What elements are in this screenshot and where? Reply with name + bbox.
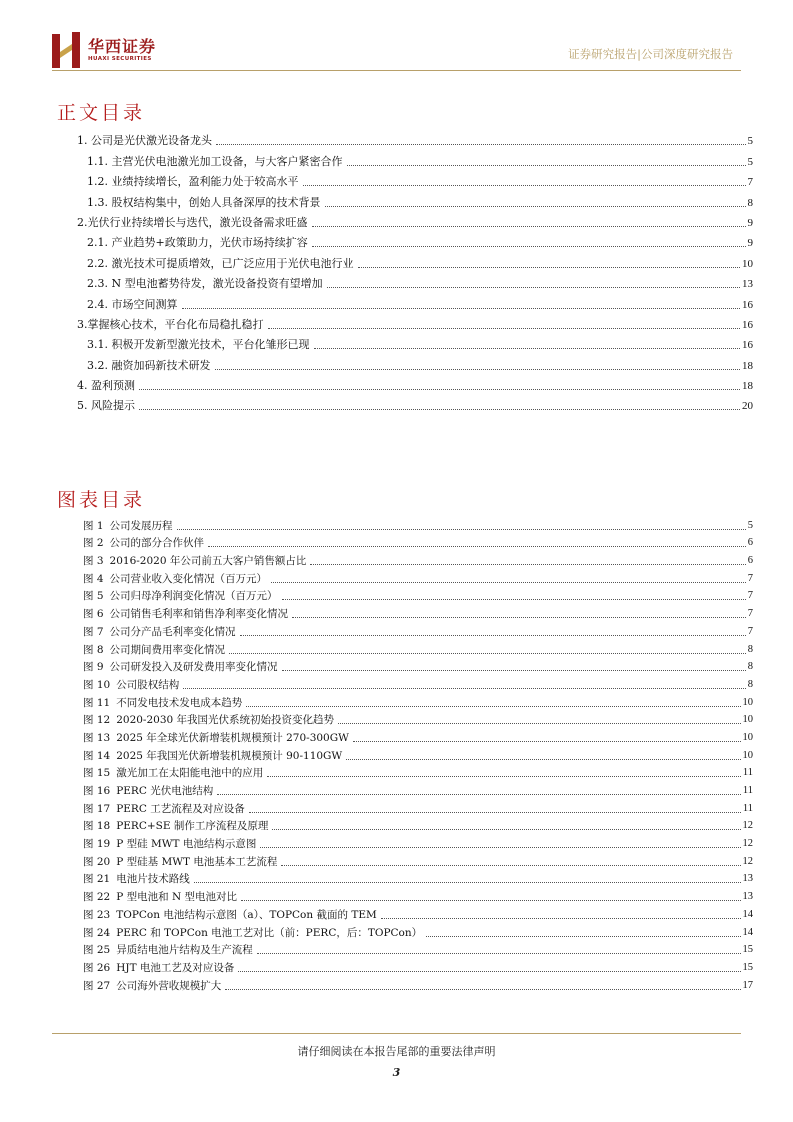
brand-name-cn: 华西证券 — [88, 37, 157, 56]
toc-entry[interactable] — [77, 692, 753, 710]
dot-leader — [312, 246, 746, 247]
toc-entry-label: 激光加工在太阳能电池中的应用 — [116, 767, 264, 780]
main-contents-list — [77, 128, 753, 413]
toc-entry-page: 12 — [742, 855, 753, 867]
toc-entry[interactable] — [77, 533, 753, 551]
toc-entry-page: 7 — [747, 176, 753, 189]
toc-entry-label: 公司归母净利润变化情况（百万元） — [109, 590, 278, 603]
figure-number: 图 9 — [83, 661, 104, 674]
toc-entry-label: 1. 公司是光伏激光设备龙头 — [77, 134, 212, 148]
figure-number: 图 5 — [83, 590, 104, 603]
toc-entry-label: P 型硅基 MWT 电池基本工艺流程 — [116, 855, 278, 868]
toc-entry[interactable] — [77, 586, 753, 604]
toc-entry-page: 16 — [742, 298, 753, 311]
toc-main-title: 正文目录 — [57, 102, 146, 124]
toc-entry-label: 公司期间费用率变化情况 — [109, 643, 226, 656]
toc-entry-page: 10 — [742, 714, 753, 726]
toc-entry-page: 18 — [742, 380, 753, 393]
toc-entry-page: 16 — [742, 339, 753, 352]
dot-leader — [182, 308, 741, 309]
toc-entry-label: 2.1. 产业趋势+政策助力，光伏市场持续扩容 — [87, 236, 308, 250]
toc-entry-page: 10 — [742, 731, 753, 743]
toc-entry-label: 2.光伏行业持续增长与迭代，激光设备需求旺盛 — [77, 215, 308, 229]
figure-number: 图 26 — [83, 961, 111, 974]
toc-entry[interactable] — [77, 568, 753, 586]
toc-entry-label: 公司研发投入及研发费用率变化情况 — [109, 661, 278, 674]
toc-entry-page: 11 — [742, 802, 753, 814]
toc-entry-page: 20 — [742, 400, 753, 413]
figure-number: 图 7 — [83, 625, 104, 638]
figure-number: 图 25 — [83, 944, 111, 957]
toc-entry[interactable] — [77, 373, 753, 393]
toc-entry-page: 13 — [742, 873, 753, 885]
toc-entry[interactable] — [77, 763, 753, 781]
toc-entry[interactable] — [77, 816, 753, 834]
toc-entry[interactable] — [77, 657, 753, 675]
dot-leader — [257, 953, 741, 954]
toc-entry-label: 1.3. 股权结构集中，创始人具备深厚的技术背景 — [87, 195, 321, 209]
dot-leader — [292, 617, 746, 618]
toc-entry-page: 14 — [742, 908, 753, 920]
toc-entry-label: 公司股权结构 — [116, 678, 180, 691]
figure-number: 图 1 — [83, 519, 104, 532]
toc-entry-label: 2.3. N 型电池蓄势待发，激光设备投资有望增加 — [87, 277, 323, 291]
toc-entry-label: P 型硅 MWT 电池结构示意图 — [116, 838, 257, 851]
toc-figures-title: 图表目录 — [57, 489, 146, 511]
dot-leader — [194, 882, 741, 883]
toc-entry-page: 5 — [747, 519, 753, 531]
figure-number: 图 14 — [83, 749, 111, 762]
toc-entry[interactable] — [77, 710, 753, 728]
toc-entry-label: 3.1. 积极开发新型激光技术，平台化雏形已现 — [87, 338, 310, 352]
dot-leader — [267, 776, 741, 777]
page-header — [0, 0, 793, 72]
toc-entry[interactable] — [77, 922, 753, 940]
toc-entry[interactable] — [77, 639, 753, 657]
dot-leader — [215, 369, 741, 370]
toc-entry-label: 1.2. 业绩持续增长，盈利能力处于较高水平 — [87, 175, 299, 189]
dot-leader — [229, 653, 746, 654]
page-number: 3 — [392, 1066, 401, 1079]
toc-entry-page: 8 — [747, 661, 753, 673]
toc-entry-page: 11 — [742, 767, 753, 779]
toc-entry-page: 5 — [747, 155, 753, 168]
toc-entry-label: PERC+SE 制作工序流程及原理 — [116, 820, 269, 833]
figure-number: 图 19 — [83, 838, 111, 851]
toc-entry-label: 异质结电池片结构及生产流程 — [116, 944, 253, 957]
dot-leader — [216, 144, 746, 145]
toc-entry[interactable] — [77, 904, 753, 922]
toc-entry-label: 2.2. 激光技术可提质增效，已广泛应用于光伏电池行业 — [87, 256, 354, 270]
toc-entry-label: P 型电池和 N 型电池对比 — [116, 891, 237, 904]
toc-entry-label: 3.掌握核心技术，平台化布局稳扎稳打 — [77, 317, 264, 331]
dot-leader — [249, 812, 741, 813]
toc-entry-label: 4. 盈利预测 — [77, 379, 135, 393]
toc-entry[interactable] — [77, 128, 753, 148]
toc-entry[interactable] — [77, 291, 753, 311]
figure-number: 图 2 — [83, 537, 104, 550]
toc-entry-label: TOPCon 电池结构示意图（a）、TOPCon 截面的 TEM — [116, 908, 377, 921]
toc-entry-page: 5 — [747, 135, 753, 148]
toc-entry[interactable] — [77, 975, 753, 993]
dot-leader — [241, 900, 741, 901]
toc-entry[interactable] — [77, 148, 753, 168]
toc-entry[interactable] — [77, 833, 753, 851]
toc-entry-page: 10 — [742, 749, 753, 761]
dot-leader — [177, 529, 746, 530]
toc-entry[interactable] — [77, 869, 753, 887]
dot-leader — [325, 206, 746, 207]
footer-divider — [52, 1033, 741, 1034]
toc-entry[interactable] — [77, 727, 753, 745]
toc-entry[interactable] — [77, 169, 753, 189]
toc-entry-page: 8 — [747, 196, 753, 209]
toc-entry[interactable] — [77, 886, 753, 904]
toc-entry[interactable] — [77, 957, 753, 975]
toc-entry-page: 13 — [742, 278, 753, 291]
figure-number: 图 8 — [83, 643, 104, 656]
dot-leader — [314, 348, 741, 349]
toc-entry-label: 公司营业收入变化情况（百万元） — [109, 572, 268, 585]
toc-entry-label: PERC 和 TOPCon 电池工艺对比（前：PERC，后：TOPCon） — [116, 926, 423, 939]
toc-entry-label: 2020-2030 年我国光伏系统初始投资变化趋势 — [116, 714, 335, 727]
toc-entry-page: 9 — [747, 216, 753, 229]
dot-leader — [139, 409, 740, 410]
toc-entry-label: 3.2. 融资加码新技术研发 — [87, 358, 211, 372]
dot-leader — [346, 759, 740, 760]
dot-leader — [338, 723, 740, 724]
dot-leader — [183, 688, 746, 689]
toc-entry-page: 8 — [747, 678, 753, 690]
toc-entry-page: 9 — [747, 237, 753, 250]
toc-entry-label: 2016-2020 年公司前五大客户销售额占比 — [109, 555, 307, 568]
huaxi-logo-icon — [52, 32, 80, 68]
toc-entry-page: 13 — [742, 891, 753, 903]
toc-entry[interactable] — [77, 550, 753, 568]
figure-number: 图 21 — [83, 873, 111, 886]
toc-entry[interactable] — [77, 352, 753, 372]
figure-contents-list — [77, 515, 753, 993]
figure-number: 图 16 — [83, 785, 111, 797]
dot-leader — [260, 847, 740, 848]
dot-leader — [271, 582, 746, 583]
dot-leader — [225, 989, 740, 990]
figure-number: 图 22 — [83, 891, 111, 904]
toc-entry[interactable] — [77, 603, 753, 621]
toc-entry[interactable] — [77, 745, 753, 763]
figure-number: 图 11 — [83, 696, 111, 709]
toc-entry[interactable] — [77, 798, 753, 816]
dot-leader — [358, 267, 741, 268]
figure-number: 图 3 — [83, 555, 104, 568]
toc-entry-label: 电池片技术路线 — [116, 873, 190, 886]
toc-entry-page: 7 — [747, 625, 753, 637]
dot-leader — [282, 599, 746, 600]
toc-entry[interactable] — [77, 674, 753, 692]
toc-entry-label: 公司分产品毛利率变化情况 — [109, 625, 236, 638]
toc-entry[interactable] — [77, 780, 753, 798]
toc-entry-label: 公司销售毛利率和销售净利率变化情况 — [109, 608, 289, 621]
toc-entry-page: 15 — [742, 944, 753, 956]
dot-leader — [240, 635, 746, 636]
toc-entry-page: 17 — [742, 979, 753, 991]
dot-leader — [327, 287, 740, 288]
toc-entry[interactable] — [77, 230, 753, 250]
toc-entry-label: 1.1. 主营光伏电池激光加工设备，与大客户紧密合作 — [87, 154, 343, 168]
toc-entry-page: 15 — [742, 961, 753, 973]
toc-entry-page: 12 — [742, 820, 753, 832]
toc-entry-label: PERC 工艺流程及对应设备 — [116, 802, 245, 815]
dot-leader — [281, 865, 740, 866]
dot-leader — [217, 794, 741, 795]
toc-entry-page: 12 — [742, 838, 753, 850]
dot-leader — [208, 546, 746, 547]
toc-entry-label: 2.4. 市场空间测算 — [87, 297, 178, 311]
dot-leader — [426, 936, 740, 937]
toc-entry[interactable] — [77, 312, 753, 332]
toc-entry-page: 7 — [747, 590, 753, 602]
toc-entry[interactable] — [77, 332, 753, 352]
toc-entry[interactable] — [77, 515, 753, 533]
toc-entry-label: PERC 光伏电池结构 — [116, 785, 214, 797]
toc-entry[interactable] — [77, 189, 753, 209]
dot-leader — [139, 389, 740, 390]
dot-leader — [272, 829, 740, 830]
toc-entry-page: 8 — [747, 643, 753, 655]
header-divider — [52, 70, 741, 71]
toc-entry-page: 10 — [742, 696, 753, 708]
toc-entry-label: 公司的部分合作伙伴 — [109, 537, 205, 550]
dot-leader — [310, 564, 745, 565]
toc-entry[interactable] — [77, 940, 753, 958]
figure-number: 图 6 — [83, 608, 104, 621]
toc-entry-page: 18 — [742, 359, 753, 372]
toc-entry-label: 2025 年全球光伏新增装机规模预计 270-300GW — [116, 731, 349, 744]
figure-number: 图 12 — [83, 714, 111, 727]
figure-number: 图 18 — [83, 820, 111, 833]
figure-number: 图 13 — [83, 731, 111, 744]
toc-entry-label: 公司海外营收规模扩大 — [116, 979, 222, 992]
report-type-label: 证券研究报告|公司深度研究报告 — [568, 47, 733, 61]
figure-number: 图 20 — [83, 855, 111, 868]
figure-number: 图 24 — [83, 926, 111, 939]
toc-entry-label: 2025 年我国光伏新增装机规模预计 90-110GW — [116, 749, 343, 762]
toc-entry-label: 公司发展历程 — [109, 519, 173, 532]
toc-entry-page: 6 — [747, 555, 753, 567]
dot-leader — [268, 328, 741, 329]
toc-entry[interactable] — [77, 621, 753, 639]
dot-leader — [238, 971, 740, 972]
dot-leader — [353, 741, 741, 742]
toc-entry[interactable] — [77, 271, 753, 291]
figure-number: 图 15 — [83, 767, 111, 780]
dot-leader — [381, 918, 741, 919]
brand-name-en: HUAXI SECURITIES — [88, 56, 152, 62]
toc-entry-page: 16 — [742, 318, 753, 331]
dot-leader — [303, 185, 746, 186]
dot-leader — [347, 165, 746, 166]
toc-entry-page: 14 — [742, 926, 753, 938]
toc-entry-page: 7 — [747, 608, 753, 620]
dot-leader — [246, 706, 740, 707]
toc-entry-label: 5. 风险提示 — [77, 399, 135, 413]
toc-entry-label: HJT 电池工艺及对应设备 — [116, 961, 235, 974]
toc-entry-page: 7 — [747, 572, 753, 584]
toc-entry-page: 10 — [742, 257, 753, 270]
figure-number: 图 10 — [83, 678, 111, 691]
dot-leader — [282, 670, 746, 671]
toc-entry-page: 11 — [742, 785, 753, 796]
toc-entry-label: 不同发电技术发电成本趋势 — [116, 696, 243, 709]
legal-notice: 请仔细阅读在本报告尾部的重要法律声明 — [297, 1045, 496, 1058]
figure-number: 图 23 — [83, 908, 111, 921]
toc-entry-page: 6 — [747, 537, 753, 549]
toc-entry[interactable] — [77, 210, 753, 230]
toc-entry[interactable] — [77, 250, 753, 270]
figure-number: 图 27 — [83, 979, 111, 992]
figure-number: 图 4 — [83, 572, 104, 585]
toc-entry[interactable] — [77, 851, 753, 869]
figure-number: 图 17 — [83, 802, 111, 815]
toc-entry[interactable] — [77, 393, 753, 413]
dot-leader — [312, 226, 746, 227]
